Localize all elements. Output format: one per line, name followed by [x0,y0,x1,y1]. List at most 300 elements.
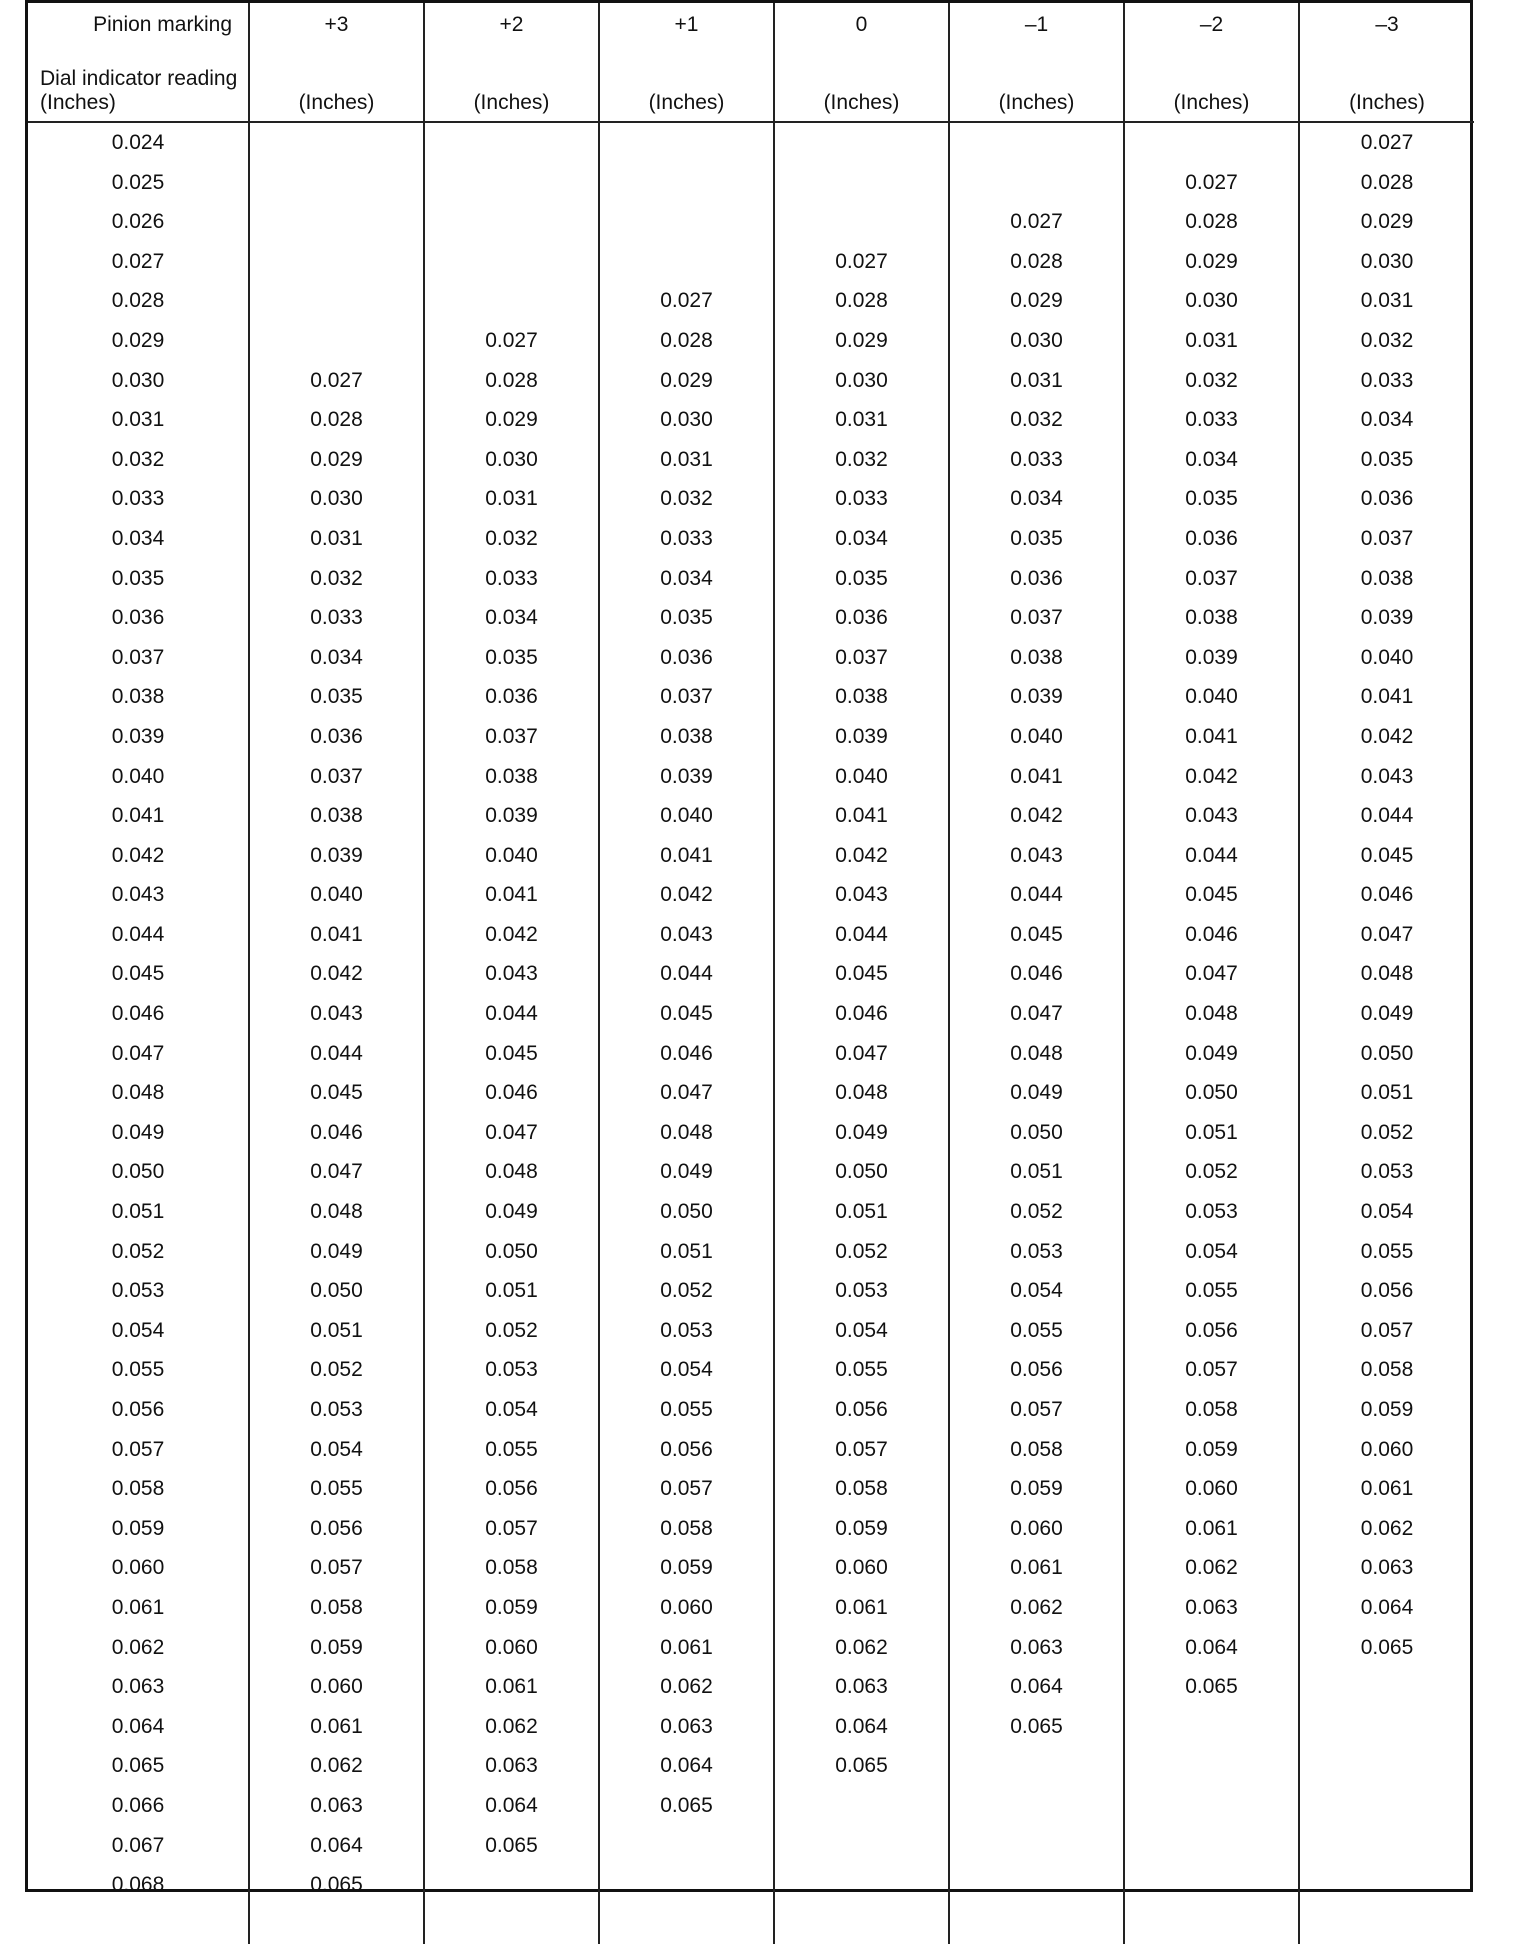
correction-value-cell: 0.040 [949,717,1124,757]
table-row [28,1430,1474,1470]
correction-value-cell: 0.027 [949,202,1124,242]
header-row-markings [28,3,1474,47]
correction-value-cell: 0.028 [424,361,599,401]
dial-reading-cell: 0.052 [111,1239,165,1263]
correction-value-cell: 0.029 [1299,202,1474,242]
dial-reading-cell: 0.027 [111,249,165,273]
correction-value-cell: 0.049 [249,1232,424,1272]
table-row [28,1311,1474,1351]
correction-value-cell: 0.038 [1299,559,1474,599]
correction-value-cell: 0.062 [949,1588,1124,1628]
dial-reading-cell: 0.036 [111,606,165,630]
pinion-marking-header: +2 [424,3,599,47]
pinion-marking-header: 0 [774,3,949,47]
table-row [28,796,1474,836]
correction-value-cell: 0.037 [1124,559,1299,599]
correction-value-cell: 0.055 [1299,1232,1474,1272]
correction-value-cell: 0.033 [1124,400,1299,440]
correction-value-cell [249,281,424,321]
dial-reading-cell: 0.066 [111,1793,165,1817]
correction-value-cell: 0.059 [424,1588,599,1628]
table-row [28,717,1474,757]
dial-reading-cell: 0.034 [111,526,165,550]
correction-value-cell: 0.055 [774,1350,949,1390]
correction-value-cell: 0.044 [1299,796,1474,836]
correction-value-cell: 0.053 [249,1390,424,1430]
correction-value-cell: 0.035 [1124,479,1299,519]
correction-value-cell [1299,1667,1474,1707]
correction-value-cell: 0.031 [249,519,424,559]
correction-value-cell: 0.042 [249,954,424,994]
table-row [28,1707,1474,1747]
correction-value-cell: 0.027 [599,281,774,321]
correction-value-cell [1124,1707,1299,1747]
correction-value-cell: 0.061 [599,1628,774,1668]
dial-reading-cell: 0.041 [111,804,165,828]
table-row [28,915,1474,955]
correction-value-cell: 0.041 [774,796,949,836]
correction-value-cell: 0.063 [1299,1548,1474,1588]
correction-value-cell: 0.027 [1124,163,1299,203]
correction-value-cell [424,1865,599,1905]
correction-value-cell: 0.041 [424,875,599,915]
table-row [28,519,1474,559]
correction-value-cell: 0.034 [774,519,949,559]
table-row [28,1390,1474,1430]
unit-header: (Inches) [1299,47,1474,122]
correction-value-cell: 0.054 [1124,1232,1299,1272]
correction-value-cell: 0.061 [774,1588,949,1628]
correction-value-cell: 0.063 [774,1667,949,1707]
table-row [28,1350,1474,1390]
correction-value-cell: 0.034 [949,479,1124,519]
dial-reading-cell: 0.044 [111,922,165,946]
dial-reading-cell: 0.038 [111,685,165,709]
correction-value-cell: 0.065 [774,1746,949,1786]
correction-value-cell: 0.039 [949,677,1124,717]
correction-value-cell: 0.064 [1124,1628,1299,1668]
unit-header: (Inches) [774,47,949,122]
correction-value-cell: 0.039 [1124,638,1299,678]
correction-value-cell: 0.051 [249,1311,424,1351]
correction-value-cell [949,1865,1124,1905]
dial-reading-cell: 0.031 [111,408,165,432]
dial-indicator-label: Dial indicator reading (Inches) [28,47,249,122]
table-row [28,1588,1474,1628]
dial-reading-cell: 0.058 [111,1477,165,1501]
correction-value-cell: 0.043 [1299,757,1474,797]
correction-value-cell: 0.040 [249,875,424,915]
pinion-marking-header: +1 [599,3,774,47]
correction-value-cell [774,202,949,242]
correction-value-cell: 0.048 [1124,994,1299,1034]
dial-reading-cell: 0.060 [111,1556,165,1580]
correction-value-cell: 0.054 [599,1350,774,1390]
dial-reading-cell: 0.046 [111,1002,165,1026]
table-row [28,1628,1474,1668]
dial-reading-cell: 0.028 [111,289,165,313]
unit-header: (Inches) [424,47,599,122]
filler-cell [1124,1905,1299,1944]
correction-value-cell: 0.038 [599,717,774,757]
correction-value-cell: 0.043 [424,954,599,994]
correction-value-cell: 0.048 [424,1152,599,1192]
correction-value-cell: 0.029 [599,361,774,401]
dial-reading-cell: 0.033 [111,487,165,511]
correction-value-cell: 0.059 [774,1509,949,1549]
table-row [28,122,1474,163]
table-filler-row [28,1905,1474,1944]
correction-value-cell [1124,1786,1299,1826]
correction-value-cell: 0.043 [1124,796,1299,836]
pinion-marking-label: Pinion marking [93,13,232,36]
correction-value-cell: 0.059 [249,1628,424,1668]
correction-value-cell: 0.055 [599,1390,774,1430]
dial-reading-cell: 0.064 [111,1714,165,1738]
table-row [28,1865,1474,1905]
correction-value-cell: 0.036 [599,638,774,678]
unit-header: (Inches) [949,47,1124,122]
correction-value-cell: 0.040 [424,836,599,876]
pinion-marking-header: –3 [1299,3,1474,47]
correction-value-cell: 0.052 [949,1192,1124,1232]
correction-value-cell: 0.045 [1124,875,1299,915]
correction-value-cell: 0.056 [249,1509,424,1549]
correction-value-cell [774,1786,949,1826]
correction-value-cell [1124,1865,1299,1905]
table-row [28,361,1474,401]
correction-value-cell: 0.058 [424,1548,599,1588]
correction-value-cell [599,163,774,203]
dial-reading-cell: 0.057 [111,1437,165,1461]
correction-value-cell: 0.037 [949,598,1124,638]
dial-reading-cell: 0.054 [111,1318,165,1342]
correction-value-cell: 0.054 [774,1311,949,1351]
dial-reading-cell: 0.039 [111,724,165,748]
correction-value-cell: 0.051 [424,1271,599,1311]
dial-reading-cell: 0.035 [111,566,165,590]
correction-value-cell: 0.049 [599,1152,774,1192]
correction-value-cell: 0.056 [599,1430,774,1470]
correction-value-cell: 0.034 [599,559,774,599]
correction-value-cell: 0.062 [774,1628,949,1668]
table-row [28,479,1474,519]
correction-value-cell: 0.057 [774,1430,949,1470]
table-row [28,400,1474,440]
correction-value-cell: 0.050 [949,1113,1124,1153]
correction-value-cell: 0.059 [949,1469,1124,1509]
correction-value-cell: 0.033 [599,519,774,559]
correction-value-cell: 0.033 [1299,361,1474,401]
correction-value-cell: 0.039 [774,717,949,757]
correction-value-cell: 0.028 [774,281,949,321]
correction-value-cell: 0.034 [424,598,599,638]
correction-value-cell [949,122,1124,163]
correction-value-cell: 0.051 [774,1192,949,1232]
correction-value-cell: 0.062 [1124,1548,1299,1588]
correction-value-cell: 0.041 [249,915,424,955]
correction-value-cell: 0.058 [949,1430,1124,1470]
dial-reading-cell: 0.056 [111,1398,165,1421]
correction-value-cell: 0.047 [774,1034,949,1074]
correction-value-cell: 0.043 [599,915,774,955]
correction-value-cell: 0.047 [1299,915,1474,955]
dial-reading-cell: 0.051 [111,1200,165,1224]
correction-value-cell: 0.060 [774,1548,949,1588]
correction-value-cell: 0.060 [1299,1430,1474,1470]
correction-value-cell: 0.043 [949,836,1124,876]
dial-reading-cell: 0.047 [111,1041,165,1065]
correction-value-cell: 0.032 [949,400,1124,440]
filler-cell [28,1905,249,1944]
correction-value-cell: 0.031 [1299,281,1474,321]
correction-value-cell: 0.039 [599,757,774,797]
correction-value-cell: 0.032 [249,559,424,599]
correction-value-cell [1124,122,1299,163]
table-row [28,875,1474,915]
correction-value-cell: 0.031 [1124,321,1299,361]
correction-value-cell: 0.061 [949,1548,1124,1588]
correction-value-cell: 0.045 [249,1073,424,1113]
correction-value-cell: 0.030 [1124,281,1299,321]
correction-value-cell: 0.044 [249,1034,424,1074]
table-row [28,163,1474,203]
correction-value-cell: 0.030 [424,440,599,480]
correction-value-cell: 0.035 [1299,440,1474,480]
correction-value-cell: 0.035 [249,677,424,717]
correction-value-cell: 0.060 [949,1509,1124,1549]
correction-value-cell: 0.056 [424,1469,599,1509]
correction-value-cell: 0.042 [1124,757,1299,797]
correction-value-cell: 0.065 [599,1786,774,1826]
correction-value-cell: 0.060 [424,1628,599,1668]
correction-value-cell: 0.045 [949,915,1124,955]
correction-value-cell: 0.039 [249,836,424,876]
correction-value-cell: 0.027 [1299,122,1474,163]
table-row [28,1232,1474,1272]
correction-value-cell: 0.058 [1299,1350,1474,1390]
correction-value-cell: 0.029 [1124,242,1299,282]
table-header [28,3,1474,122]
table-row [28,1746,1474,1786]
correction-value-cell: 0.048 [949,1034,1124,1074]
correction-value-cell [599,1865,774,1905]
correction-value-cell: 0.056 [1299,1271,1474,1311]
correction-value-cell: 0.065 [949,1707,1124,1747]
correction-value-cell: 0.037 [599,677,774,717]
dial-reading-cell: 0.048 [111,1081,165,1105]
filler-cell [949,1905,1124,1944]
correction-value-cell [424,163,599,203]
correction-value-cell: 0.055 [949,1311,1124,1351]
correction-value-cell: 0.047 [599,1073,774,1113]
correction-value-cell [599,122,774,163]
correction-value-cell: 0.064 [774,1707,949,1747]
correction-value-cell [949,1826,1124,1866]
dial-reading-cell: 0.040 [111,764,165,788]
correction-value-cell: 0.050 [774,1152,949,1192]
correction-value-cell [1124,1826,1299,1866]
correction-value-cell: 0.028 [949,242,1124,282]
correction-value-cell: 0.035 [774,559,949,599]
dial-reading-cell: 0.032 [111,447,165,471]
correction-value-cell: 0.053 [1124,1192,1299,1232]
correction-value-cell: 0.043 [774,875,949,915]
correction-value-cell: 0.032 [1124,361,1299,401]
correction-value-cell: 0.031 [774,400,949,440]
correction-value-cell: 0.060 [249,1667,424,1707]
correction-value-cell: 0.038 [774,677,949,717]
correction-value-cell: 0.050 [599,1192,774,1232]
correction-value-cell: 0.049 [774,1113,949,1153]
correction-value-cell: 0.052 [424,1311,599,1351]
correction-value-cell: 0.034 [1124,440,1299,480]
correction-value-cell: 0.063 [599,1707,774,1747]
correction-value-cell: 0.034 [1299,400,1474,440]
correction-value-cell: 0.038 [1124,598,1299,638]
correction-value-cell: 0.033 [249,598,424,638]
correction-value-cell: 0.056 [1124,1311,1299,1351]
correction-value-cell: 0.037 [774,638,949,678]
dial-reading-cell: 0.029 [111,328,165,352]
correction-value-cell: 0.041 [1299,677,1474,717]
correction-value-cell: 0.051 [1124,1113,1299,1153]
correction-value-cell: 0.051 [949,1152,1124,1192]
correction-value-cell: 0.032 [774,440,949,480]
correction-value-cell [1299,1707,1474,1747]
correction-value-cell: 0.028 [599,321,774,361]
correction-value-cell: 0.050 [424,1232,599,1272]
correction-value-cell: 0.045 [424,1034,599,1074]
correction-value-cell [949,1786,1124,1826]
correction-value-cell: 0.032 [599,479,774,519]
dial-reading-cell: 0.062 [111,1635,165,1659]
correction-value-cell [1124,1746,1299,1786]
correction-value-cell: 0.029 [774,321,949,361]
correction-value-cell: 0.050 [1299,1034,1474,1074]
correction-value-cell: 0.038 [249,796,424,836]
correction-value-cell: 0.038 [424,757,599,797]
correction-value-cell [774,163,949,203]
filler-cell [1299,1905,1474,1944]
correction-value-cell: 0.053 [424,1350,599,1390]
table-row [28,677,1474,717]
correction-value-cell: 0.056 [949,1350,1124,1390]
correction-value-cell [599,242,774,282]
correction-value-cell: 0.042 [949,796,1124,836]
correction-value-cell: 0.059 [1124,1430,1299,1470]
correction-value-cell [424,281,599,321]
table-row [28,559,1474,599]
correction-value-cell: 0.035 [949,519,1124,559]
dial-reading-cell: 0.043 [111,883,165,907]
correction-value-cell [1299,1786,1474,1826]
table-row [28,1826,1474,1866]
correction-value-cell: 0.046 [1299,875,1474,915]
table-row [28,994,1474,1034]
table-row [28,1034,1474,1074]
correction-value-cell: 0.042 [774,836,949,876]
correction-value-cell: 0.064 [949,1667,1124,1707]
correction-value-cell: 0.048 [774,1073,949,1113]
dial-reading-cell: 0.030 [111,368,165,392]
correction-value-cell: 0.047 [249,1152,424,1192]
unit-header: (Inches) [599,47,774,122]
table-row [28,1271,1474,1311]
correction-value-cell: 0.047 [949,994,1124,1034]
correction-value-cell: 0.061 [249,1707,424,1747]
correction-value-cell: 0.028 [1299,163,1474,203]
correction-value-cell: 0.027 [249,361,424,401]
correction-value-cell: 0.061 [1124,1509,1299,1549]
table-row [28,202,1474,242]
correction-value-cell: 0.054 [1299,1192,1474,1232]
table-row [28,242,1474,282]
correction-value-cell: 0.058 [599,1509,774,1549]
correction-value-cell: 0.045 [774,954,949,994]
filler-cell [599,1905,774,1944]
dial-reading-cell: 0.042 [111,843,165,867]
correction-value-cell: 0.040 [1124,677,1299,717]
correction-value-cell: 0.045 [599,994,774,1034]
correction-value-cell: 0.045 [1299,836,1474,876]
correction-value-cell: 0.057 [599,1469,774,1509]
correction-value-cell: 0.036 [1124,519,1299,559]
correction-value-cell [1299,1865,1474,1905]
correction-value-cell [249,122,424,163]
correction-value-cell: 0.037 [424,717,599,757]
correction-value-cell: 0.049 [424,1192,599,1232]
correction-value-cell: 0.052 [1299,1113,1474,1153]
correction-value-cell: 0.029 [424,400,599,440]
correction-value-cell: 0.037 [249,757,424,797]
correction-value-cell: 0.049 [1124,1034,1299,1074]
table-row [28,281,1474,321]
dial-reading-cell: 0.024 [111,131,165,154]
correction-value-cell [424,242,599,282]
dial-reading-cell: 0.055 [111,1358,165,1382]
correction-value-cell: 0.050 [1124,1073,1299,1113]
table-row [28,1073,1474,1113]
correction-value-cell: 0.051 [599,1232,774,1272]
correction-value-cell: 0.052 [774,1232,949,1272]
correction-value-cell: 0.059 [1299,1390,1474,1430]
correction-value-cell: 0.055 [424,1430,599,1470]
correction-value-cell: 0.065 [1299,1628,1474,1668]
correction-value-cell: 0.064 [599,1746,774,1786]
correction-value-cell: 0.058 [774,1469,949,1509]
correction-value-cell: 0.055 [249,1469,424,1509]
correction-value-cell: 0.028 [1124,202,1299,242]
table-body [28,122,1474,1944]
table-row [28,954,1474,994]
pinion-marking-header: –1 [949,3,1124,47]
filler-cell [249,1905,424,1944]
correction-value-cell: 0.046 [774,994,949,1034]
correction-value-cell: 0.046 [599,1034,774,1074]
correction-value-cell [774,1826,949,1866]
correction-value-cell: 0.037 [1299,519,1474,559]
table-row [28,1786,1474,1826]
dial-reading-cell: 0.026 [111,210,165,234]
unit-header: (Inches) [249,47,424,122]
correction-value-cell: 0.061 [1299,1469,1474,1509]
correction-value-cell: 0.041 [1124,717,1299,757]
correction-value-cell: 0.043 [249,994,424,1034]
correction-value-cell: 0.036 [774,598,949,638]
correction-value-cell: 0.048 [599,1113,774,1153]
correction-value-cell: 0.058 [1124,1390,1299,1430]
